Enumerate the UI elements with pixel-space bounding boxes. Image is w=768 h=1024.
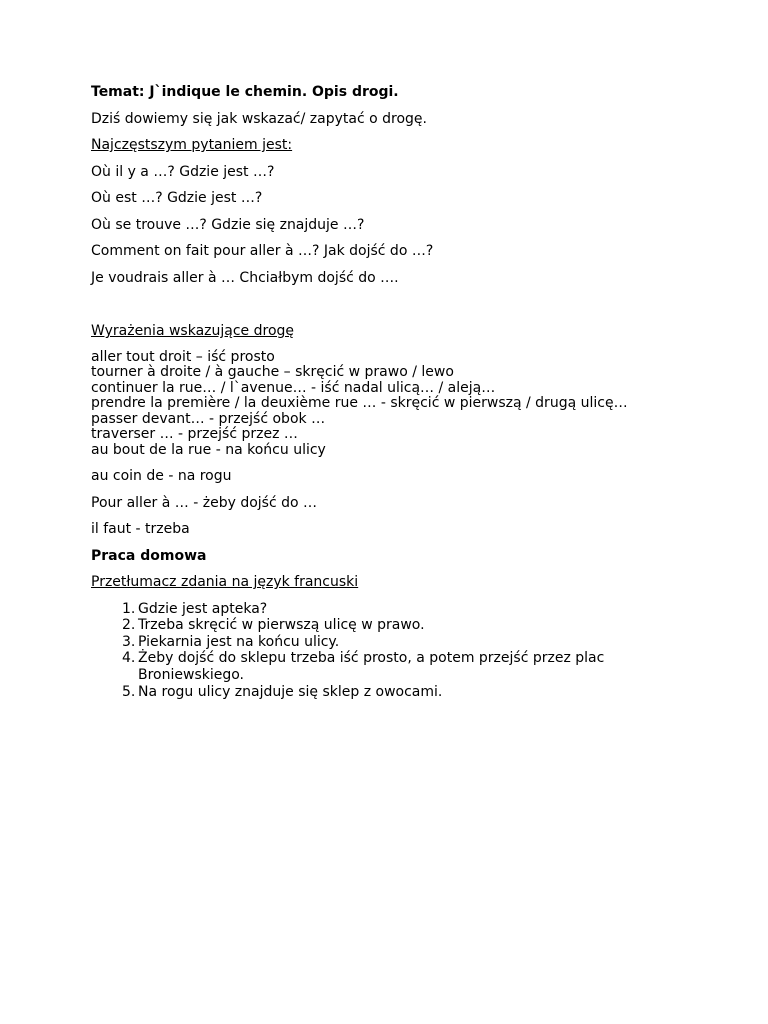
question-line: Où est …? Gdzie jest …? [91, 190, 263, 206]
homework-item-number: 3. [122, 633, 136, 650]
expression-line: traverser … - przejść przez … [91, 426, 298, 443]
homework-item-text: Piekarnia jest na końcu ulicy. [138, 633, 340, 650]
empty-paragraph [91, 296, 691, 323]
extra-expression: il faut - trzeba [91, 521, 190, 538]
homework-item-number: 4. [122, 650, 136, 667]
expression-line: prendre la première / la deuxième rue … - skręcić w pierwszą / drugą ulicę… [91, 395, 628, 412]
homework-item-text: Na rogu ulicy znajduje się sklep z owocami. [138, 683, 443, 700]
expression-line: tourner à droite / à gauche – skręcić w prawo / lewo [91, 364, 454, 381]
question-line: Comment on fait pour aller à …? Jak dojść do …? [91, 243, 434, 259]
question-line: Où se trouve …? Gdzie się znajduje …? [91, 216, 365, 233]
homework-instruction: Przetłumacz zdania na język francuski [91, 574, 359, 591]
homework-heading: Praca domowa [91, 547, 207, 564]
expression-line: au bout de la rue - na końcu ulicy [91, 442, 326, 459]
expression-line: aller tout droit – iść prosto [91, 348, 275, 365]
expressions-heading: Wyrażenia wskazujące drogę [91, 323, 295, 339]
document-page [91, 84, 691, 700]
homework-item-number: 2. [122, 617, 136, 634]
expression-line: continuer la rue… / l`avenue… - iść nadal ulicą… / aleją… [91, 379, 496, 396]
extra-expression: Pour aller à … - żeby dojść do … [91, 494, 318, 511]
expressions-block [91, 350, 691, 459]
homework-list [91, 601, 691, 701]
homework-item [91, 634, 691, 651]
expression-line: passer devant… - przejść obok … [91, 410, 326, 427]
homework-item [91, 650, 691, 683]
homework-item-text: Trzeba skręcić w pierwszą ulicę w prawo. [138, 617, 425, 634]
homework-item [91, 601, 691, 618]
extra-expression: au coin de - na rogu [91, 468, 232, 485]
document-title: Temat: J`indique le chemin. Opis drogi. [91, 84, 399, 100]
homework-item-number: 1. [122, 600, 136, 617]
homework-item [91, 684, 691, 701]
homework-item-text: Gdzie jest apteka? [138, 600, 268, 617]
homework-item [91, 617, 691, 634]
intro-text: Dziś dowiemy się jak wskazać/ zapytać o drogę. [91, 110, 427, 127]
question-line: Où il y a …? Gdzie jest …? [91, 163, 275, 180]
questions-heading: Najczęstszym pytaniem jest: [91, 137, 293, 153]
question-line: Je voudrais aller à … Chciałbym dojść do …. [91, 269, 399, 286]
homework-item-text: Żeby dojść do sklepu trzeba iść prosto, a potem przejść przez plac Broniewskiego. [138, 650, 605, 684]
homework-item-number: 5. [122, 683, 136, 700]
